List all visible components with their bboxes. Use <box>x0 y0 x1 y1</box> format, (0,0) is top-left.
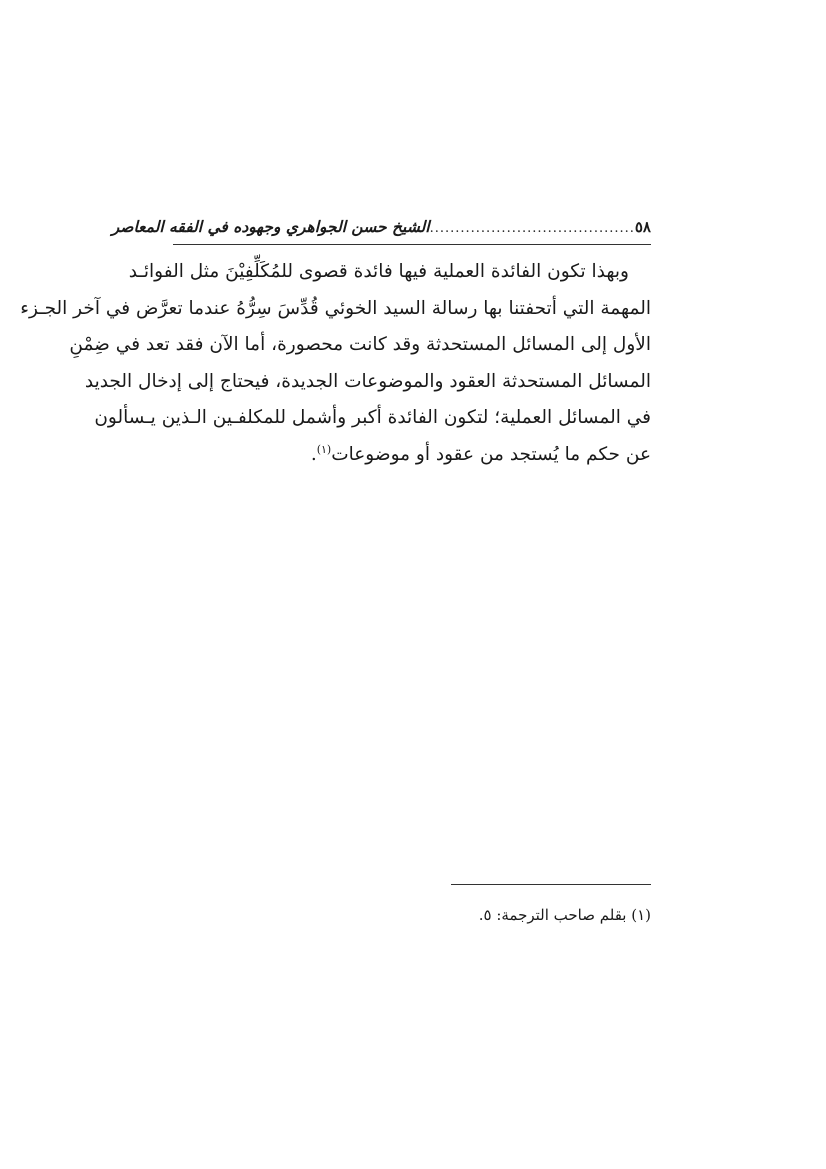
footnote-reference[interactable]: (١) <box>316 442 332 456</box>
header-title: الشيخ حسن الجواهري وجهوده في الفقه المعاصر <box>111 217 430 236</box>
paragraph-end-mark: . <box>310 443 317 465</box>
footnote-divider <box>451 884 651 885</box>
header-leader-dots: ........................................ <box>429 221 635 236</box>
paragraph-line: الأول إلى المسائل المستحدثة وقد كانت محصورة، أما الآن فقد تعد في ضِمْنِ <box>69 334 651 355</box>
page-number: ٥٨ <box>634 218 651 236</box>
paragraph-line: وبهذا تكون الفائدة العملية فيها فائدة قصوى للمُكَلِّفِيْنَ مثل الفوائـد <box>128 261 629 282</box>
paragraph-line: عن حكم ما يُستجد من عقود أو موضوعات <box>331 443 651 465</box>
paragraph-last-line <box>173 437 651 474</box>
header-divider <box>173 244 651 245</box>
paragraph-line: المهمة التي أتحفتنا بها رسالة السيد الخوئي قُدِّسَ سِرُّهُ عندما تعرَّض في آخر الجـزء <box>20 297 651 319</box>
footnote-1: (١) بقلم صاحب الترجمة: ٥. <box>478 906 651 924</box>
running-header <box>111 217 651 243</box>
paragraph-line: المسائل المستحدثة العقود والموضوعات الجديدة، فيحتاج إلى إدخال الجديد <box>84 370 651 392</box>
paragraph-line: في المسائل العملية؛ لتكون الفائدة أكبر وأشمل للمكلفـين الـذين يـسألون <box>94 407 651 428</box>
main-paragraph <box>20 254 651 473</box>
